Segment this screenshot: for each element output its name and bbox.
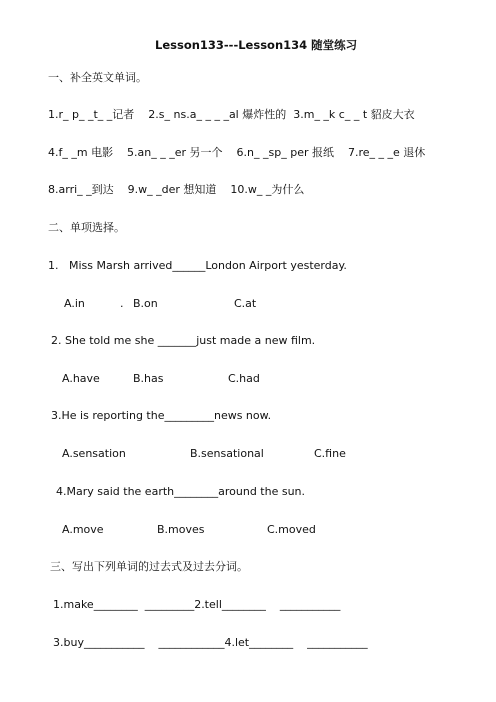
question-4-option-b: B.moves (157, 523, 205, 536)
question-2-option-a: A.have (62, 372, 100, 385)
question-3-option-b: B.sensational (190, 447, 264, 460)
question-1-stray-mark: . (120, 297, 124, 310)
question-1-option-c: C.at (234, 297, 257, 310)
question-4-stem: 4.Mary said the earth________around the sun. (56, 485, 306, 498)
section3-line-1: 1.make________ _________2.tell________ ___________ (53, 598, 341, 611)
section2-heading: 二、单项选择。 (48, 221, 125, 234)
section3-heading: 三、写出下列单词的过去式及过去分词。 (50, 560, 248, 573)
section1-heading: 一、补全英文单词。 (48, 71, 147, 84)
question-1-option-b: B.on (133, 297, 158, 310)
question-1-option-a: A.in (64, 297, 85, 310)
question-3-stem: 3.He is reporting the_________news now. (51, 409, 272, 422)
section1-line-1: 1.r_ p_ _t_ _记者 2.s_ ns.a_ _ _ _al 爆炸性的 3.m_ _k c_ _ t 貂皮大衣 (48, 108, 415, 121)
section1-line-3: 8.arri_ _到达 9.w_ _der 想知道 10.w_ _为什么 (48, 183, 305, 196)
section1-line-2: 4.f_ _m 电影 5.an_ _ _er 另一个 6.n_ _sp_ per 报纸 7.re_ _ _e 退休 (48, 146, 426, 159)
page-title: Lesson133---Lesson134 随堂练习 (155, 38, 358, 52)
question-4-option-c: C.moved (267, 523, 316, 536)
question-2-stem: 2. She told me she _______just made a new film. (51, 334, 316, 347)
section3-line-2: 3.buy___________ ____________4.let________ ___________ (53, 636, 368, 649)
question-3-option-c: C.fine (314, 447, 346, 460)
question-1-stem: 1. Miss Marsh arrived______London Airport yesterday. (48, 259, 347, 272)
question-2-option-b: B.has (133, 372, 164, 385)
question-4-option-a: A.move (62, 523, 104, 536)
question-2-option-c: C.had (228, 372, 260, 385)
question-3-option-a: A.sensation (62, 447, 126, 460)
